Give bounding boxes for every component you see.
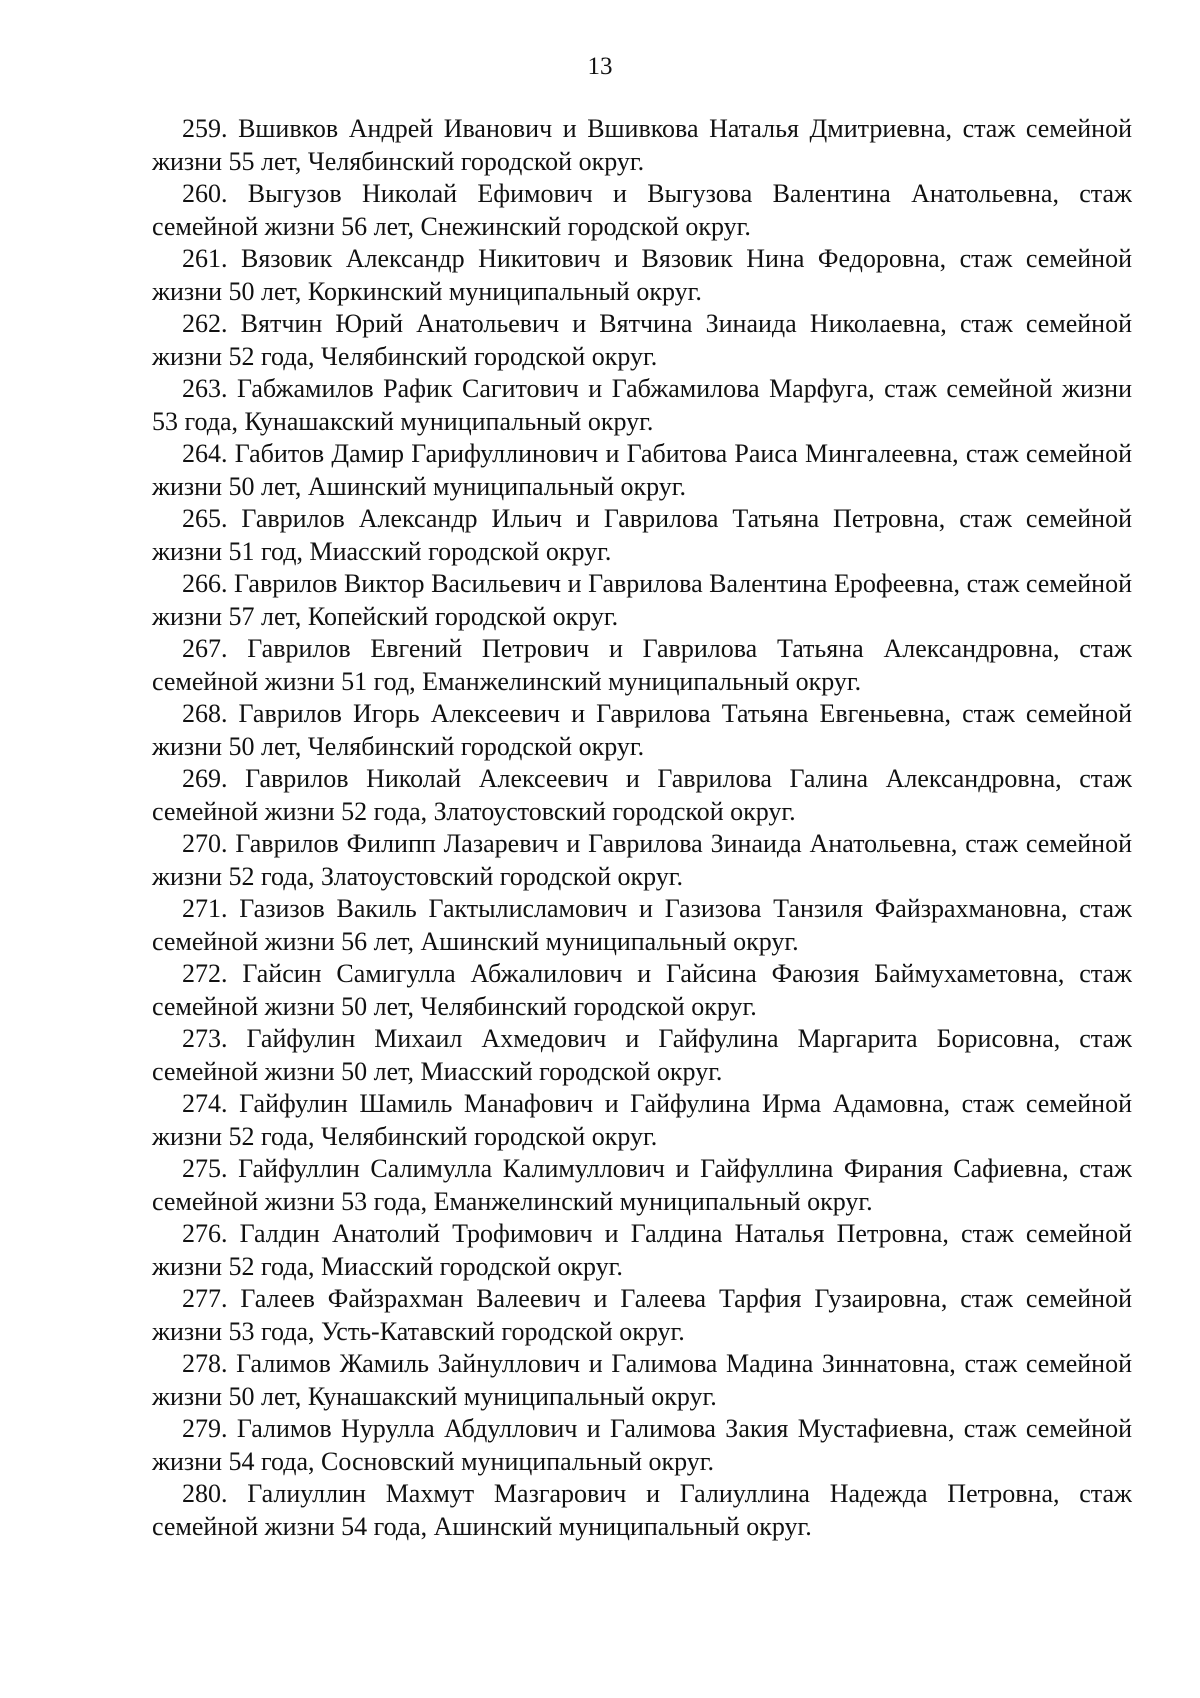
list-item: 279. Галимов Нурулла Абдуллович и Галимова Закия Мустафиевна, стаж семейной жизни 54 года, Сосновский муниципальный округ. bbox=[152, 1414, 1132, 1476]
list-item: 275. Гайфуллин Салимулла Калимуллович и Гайфуллина Фирания Сафиевна, стаж семейной жизни 53 года, Еманжелинский муниципальный округ. bbox=[152, 1154, 1132, 1216]
list-item: 278. Галимов Жамиль Зайнуллович и Галимова Мадина Зиннатовна, стаж семейной жизни 50 лет, Кунашакский муниципальный округ. bbox=[152, 1349, 1132, 1411]
list-item: 276. Галдин Анатолий Трофимович и Галдина Наталья Петровна, стаж семейной жизни 52 года, Миасский городской округ. bbox=[152, 1219, 1132, 1281]
list-item: 262. Вятчин Юрий Анатольевич и Вятчина Зинаида Николаевна, стаж семейной жизни 52 года, Челябинский городской округ. bbox=[152, 309, 1132, 371]
list-item: 268. Гаврилов Игорь Алексеевич и Гаврилова Татьяна Евгеньевна, стаж семейной жизни 50 лет, Челябинский городской округ. bbox=[152, 699, 1132, 761]
entry-list bbox=[152, 113, 1132, 1543]
list-item: 265. Гаврилов Александр Ильич и Гаврилова Татьяна Петровна, стаж семейной жизни 51 год, Миасский городской округ. bbox=[152, 504, 1132, 566]
list-item: 263. Габжамилов Рафик Сагитович и Габжамилова Марфуга, стаж семейной жизни 53 года, Кунашакский муниципальный округ. bbox=[152, 374, 1132, 436]
list-item: 267. Гаврилов Евгений Петрович и Гаврилова Татьяна Александровна, стаж семейной жизни 51 год, Еманжелинский муниципальный округ. bbox=[152, 634, 1132, 696]
list-item: 269. Гаврилов Николай Алексеевич и Гаврилова Галина Александровна, стаж семейной жизни 52 года, Златоустовский городской округ. bbox=[152, 764, 1132, 826]
list-item: 277. Галеев Файзрахман Валеевич и Галеева Тарфия Гузаировна, стаж семейной жизни 53 года, Усть-Катавский городской округ. bbox=[152, 1284, 1132, 1346]
list-item: 271. Газизов Вакиль Гактылисламович и Газизова Танзиля Файзрахмановна, стаж семейной жизни 56 лет, Ашинский муниципальный округ. bbox=[152, 894, 1132, 956]
list-item: 264. Габитов Дамир Гарифуллинович и Габитова Раиса Мингалеевна, стаж семейной жизни 50 лет, Ашинский муниципальный округ. bbox=[152, 439, 1132, 501]
list-item: 270. Гаврилов Филипп Лазаревич и Гаврилова Зинаида Анатольевна, стаж семейной жизни 52 года, Златоустовский городской округ. bbox=[152, 829, 1132, 891]
list-item: 266. Гаврилов Виктор Васильевич и Гаврилова Валентина Ерофеевна, стаж семейной жизни 57 лет, Копейский городской округ. bbox=[152, 569, 1132, 631]
list-item: 261. Вязовик Александр Никитович и Вязовик Нина Федоровна, стаж семейной жизни 50 лет, Коркинский муниципальный округ. bbox=[152, 244, 1132, 306]
list-item: 260. Выгузов Николай Ефимович и Выгузова Валентина Анатольевна, стаж семейной жизни 56 лет, Снежинский городской округ. bbox=[152, 179, 1132, 241]
list-item: 273. Гайфулин Михаил Ахмедович и Гайфулина Маргарита Борисовна, стаж семейной жизни 50 лет, Миасский городской округ. bbox=[152, 1024, 1132, 1086]
list-item: 259. Вшивков Андрей Иванович и Вшивкова Наталья Дмитриевна, стаж семейной жизни 55 лет, Челябинский городской округ. bbox=[152, 114, 1132, 176]
list-item: 272. Гайсин Самигулла Абжалилович и Гайсина Фаюзия Баймухаметовна, стаж семейной жизни 50 лет, Челябинский городской округ. bbox=[152, 959, 1132, 1021]
page-number: 13 bbox=[587, 53, 613, 80]
list-item: 274. Гайфулин Шамиль Манафович и Гайфулина Ирма Адамовна, стаж семейной жизни 52 года, Челябинский городской округ. bbox=[152, 1089, 1132, 1151]
list-item: 280. Галиуллин Махмут Мазгарович и Галиуллина Надежда Петровна, стаж семейной жизни 54 года, Ашинский муниципальный округ. bbox=[152, 1479, 1132, 1541]
